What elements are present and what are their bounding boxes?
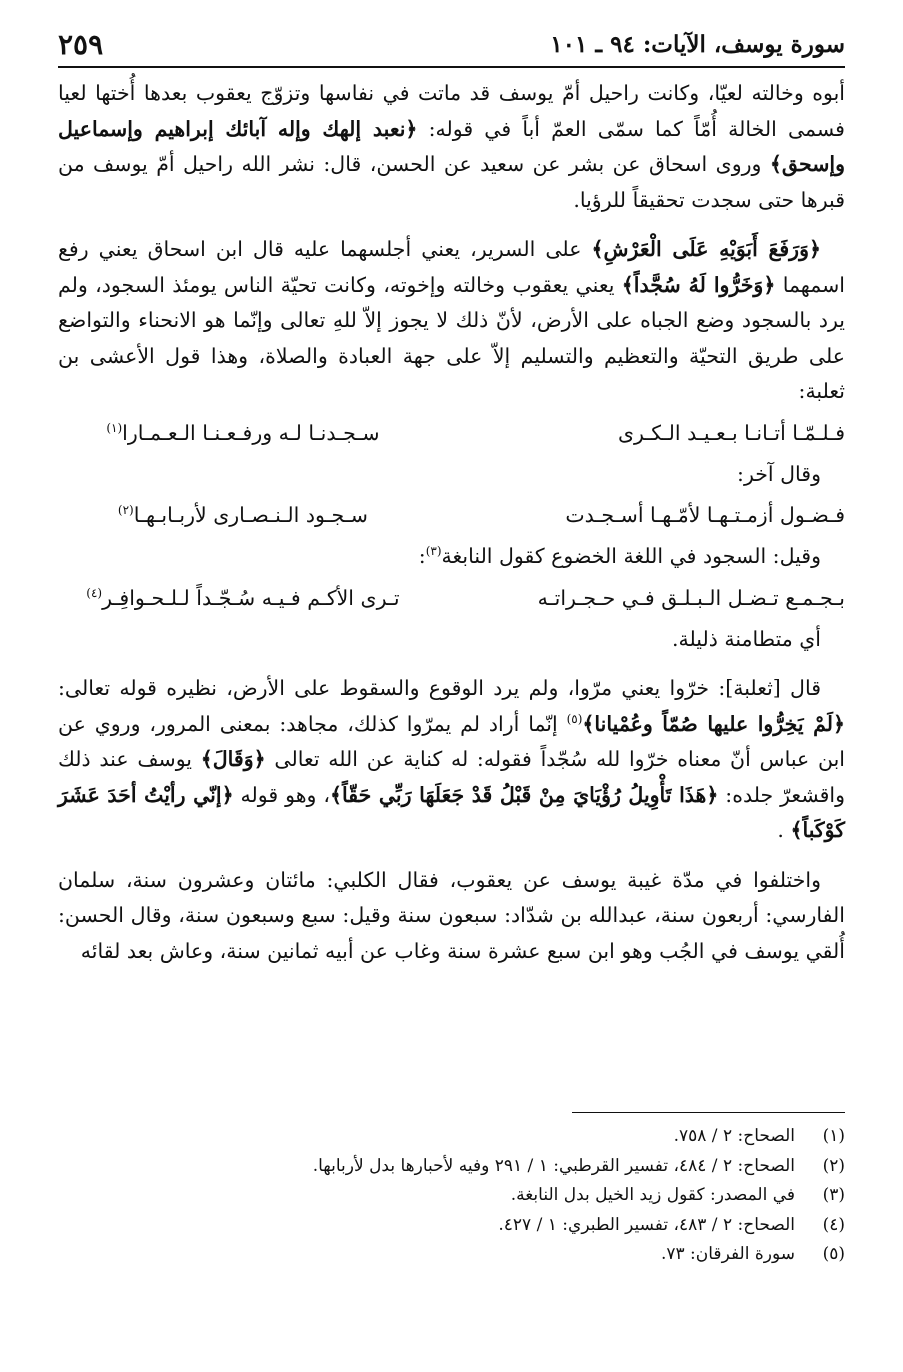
page-header	[58, 22, 845, 66]
quran-verse: ﴿وَخَرُّوا لَهُ سُجَّداً﴾	[621, 272, 776, 297]
footnote	[58, 1211, 845, 1241]
hemistich-second	[58, 416, 428, 451]
footnote-text: الصحاح: ٢ / ٧٥٨.	[673, 1126, 795, 1146]
text-run: وروى اسحاق عن بشر عن سعيد عن الحسن، قال: نشر الله راحيل أمّ يوسف من قبرها حتى سجدت تحقيقاً للرؤيا.	[58, 152, 845, 212]
hemistich-second	[58, 581, 428, 616]
footnote	[58, 1122, 845, 1152]
hemistich-first: فـلـمّـا أتـانـا بـعـيـد الـكـرى	[617, 420, 845, 445]
footnote-number: (٣)	[822, 1185, 845, 1205]
footnote-marker: (١)	[106, 420, 123, 435]
text-run: قال [ثعلبة]: خرّوا يعني مرّوا، ولم يرد الوقوع والسقوط على الأرض، نظيره قوله تعالى:	[58, 676, 821, 700]
poem-verse-2	[58, 498, 845, 533]
footnote-rule	[572, 1112, 845, 1113]
poem-verse-1	[58, 416, 845, 451]
hemistich-text: سـجـدنـا لـه ورفـعـنـا الـعـمـارا	[122, 420, 380, 445]
quran-verse: ﴿وَرَفَعَ أَبَوَيْهِ عَلَى الْعَرْشِ﴾	[591, 237, 821, 261]
hemistich-second	[58, 498, 428, 533]
text-run: يعني يعقوب وخالته وإخوته، وكانت تحيّة الناس يومئذ السجود، ولم يرد بالسجود وضع الجباه على الأرض، لأنّ ذلك لا يجوز إلاّ للهِ تعالى وإنّما هو الانحناء والتواضع على طريق التحيّة والتعظيم والتسليم إلاّ على جهة العبادة والصلاة، وهذا قول الأعشى بن ثعلبة:	[58, 272, 845, 403]
footnote	[58, 1240, 845, 1270]
footnote	[58, 1152, 845, 1182]
quran-verse: ﴿وَقَالَ﴾	[200, 747, 266, 771]
footnote-text: سورة الفرقان: ٧٣.	[660, 1244, 795, 1264]
main-text	[58, 76, 845, 969]
footnote-number: (٤)	[822, 1214, 845, 1235]
footnote-text: في المصدر: كقول زيد الخيل بدل النابغة.	[510, 1185, 795, 1205]
hemistich-first: فـضـول أزمـتـهـا لأمّـهـا أسـجـدت	[565, 503, 845, 527]
text-run: يوسف عند ذلك واقشعرّ جلده:	[58, 747, 845, 807]
footnote-marker: (٤)	[86, 585, 103, 600]
text-run: على السرير، يعني أجلسهما عليه قال ابن اسحاق يعني رفع اسمهما	[58, 237, 845, 297]
hemistich-text: تـرى الأكـم فـيـه سُـجّـداً لـلـحـوافِـر	[102, 585, 400, 610]
footnote-marker: (٢)	[117, 503, 134, 518]
quran-verse: ﴿إنّي رأيْتُ أحَدَ عَشَرَ كَوْكَباً﴾	[58, 782, 845, 842]
footnote-text: الصحاح: ٢ / ٤٨٤، تفسير القرطبي: ١ / ٢٩١ وفيه لأحبارها بدل لأربابها.	[312, 1155, 795, 1176]
text-run: وقيل: السجود في اللغة الخضوع كقول النابغة	[441, 544, 821, 568]
running-title: سورة يوسف، الآيات: ٩٤ ـ ١٠١	[550, 30, 845, 58]
text-run: إنّما أراد لم يمرّوا كذلك، مجاهد: بمعنى المرور، وروي عن ابن عباس أنّ معناه خرّوا لله سُجّداً فقوله: له كناية عن الله تعالى	[58, 711, 845, 771]
paragraph-3	[58, 671, 845, 849]
footnote-marker: (٣)	[425, 544, 442, 559]
text-run: ، وهو قوله	[233, 782, 330, 807]
quran-verse: ﴿نعبد إلهك وإله آبائك إبراهيم وإسماعيل وإسحق﴾	[58, 116, 845, 176]
quran-verse: ﴿هَذَا تَأْوِيلُ رُؤْيَايَ مِنْ قَبْلُ قَدْ جَعَلَهَا رَبِّي حَقّاً﴾	[329, 782, 719, 807]
hemistich-first: بـجـمـع تـضـل الـبـلـق فـي حـجـراتـه	[537, 585, 845, 610]
text-run: .	[777, 818, 791, 842]
quran-verse: ﴿لَمْ يَخِرُّوا عليها صُمّاً وعُمْيانا﴾	[582, 711, 845, 736]
paragraph-4: واختلفوا في مدّة غيبة يوسف عن يعقوب، فقال الكلبي: مائتان وعشرون سنة، سلمان الفارسي: أربعون سنة، عبدالله بن شدّاد: سبعون سنة وقيل: سبع وسبعون سنة، وقال الحسن: أُلقي يوسف في الجُب وهو ابن سبع عشرة سنة وغاب عن أبيه ثمانين سنة، وعاش بعد لقائه	[58, 867, 845, 963]
footnote	[58, 1181, 845, 1211]
header-rule	[58, 66, 845, 68]
text-run: أبوه وخالته لعيّا، وكانت راحيل أمّ يوسف قد ماتت في نفاسها وتزوّج يعقوب بعدها أُختها لعيا فسمى الخالة أُمّاً كما سمّى العمّ أباً في قوله:	[58, 81, 845, 141]
page-number: ٢٥٩	[58, 27, 104, 61]
footnote-number: (١)	[822, 1126, 845, 1146]
paragraph-1	[58, 76, 845, 218]
poem-verse-3	[58, 581, 845, 616]
footnote-text: الصحاح: ٢ / ٤٨٣، تفسير الطبري: ١ / ٤٢٧.	[498, 1214, 795, 1235]
footnote-number: (٢)	[822, 1155, 845, 1176]
intro-line	[58, 539, 845, 575]
hemistich-text: سـجـود الـنـصـارى لأربـابـهـا	[133, 503, 368, 527]
explanation-line: أي متطامنة ذليلة.	[671, 626, 821, 651]
footnotes	[58, 1122, 845, 1270]
footnote-marker: (٥)	[566, 711, 583, 726]
paragraph-2	[58, 232, 845, 410]
footnote-number: (٥)	[822, 1244, 845, 1264]
intro-line: وقال آخر:	[737, 461, 821, 486]
text-run: :	[418, 544, 426, 568]
